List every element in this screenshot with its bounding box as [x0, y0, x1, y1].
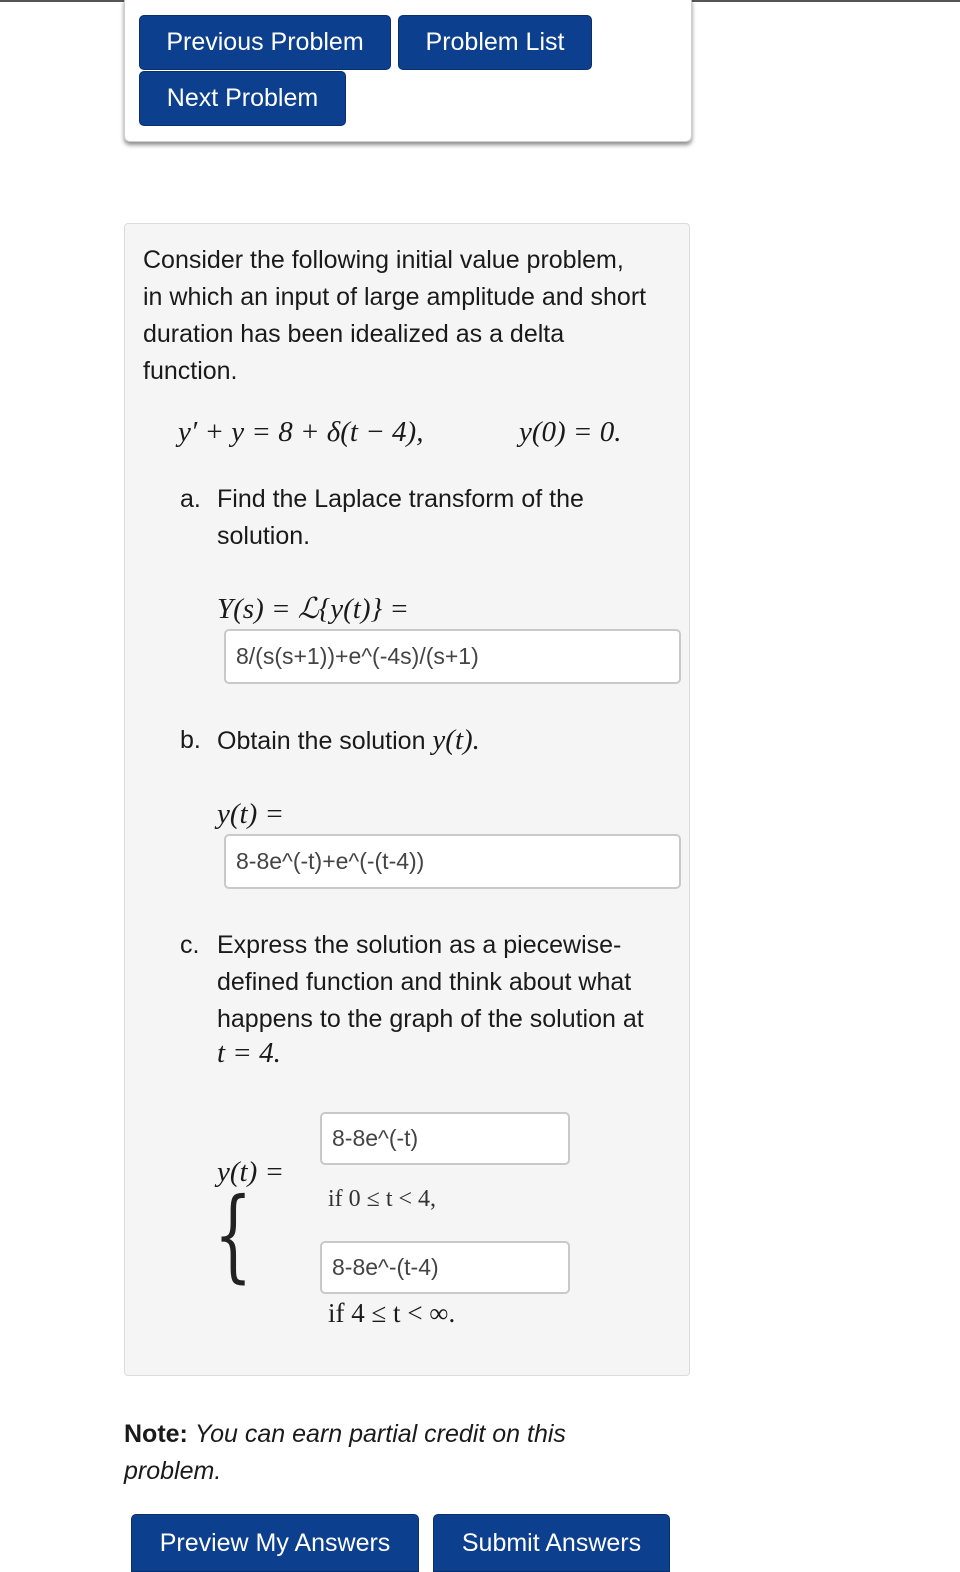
part-b-math: y(t). — [432, 724, 480, 756]
intro-line-3: duration has been idealized as a delta — [143, 320, 565, 348]
part-a-line-2: solution. — [217, 522, 311, 550]
part-b-text: Obtain the solution y(t). — [217, 724, 480, 756]
part-c-line-4: t = 4. — [217, 1037, 281, 1069]
piece-1-condition — [328, 1186, 436, 1196]
piece-2-condition: if 4 ≤ t < ∞. — [328, 1298, 456, 1328]
next-problem-button[interactable]: Next Problem — [139, 71, 346, 126]
part-c-line-2: defined function and think about what — [217, 968, 632, 996]
problem-list-button[interactable]: Problem List — [398, 15, 592, 70]
preview-answers-button[interactable]: Preview My Answers — [131, 1514, 419, 1572]
piece-1-answer-input[interactable] — [320, 1112, 570, 1165]
part-b-marker: b. — [180, 726, 201, 754]
intro-line-2: in which an input of large amplitude and short — [143, 283, 647, 311]
part-a-marker: a. — [180, 485, 201, 513]
part-a-line-1: Find the Laplace transform of the — [217, 485, 584, 513]
note-line-1: You can earn partial credit on this — [194, 1420, 566, 1448]
note-label: Note: — [124, 1420, 188, 1448]
initial-condition: y(0) = 0. — [519, 416, 622, 448]
piecewise-lhs: y(t) = — [217, 1156, 285, 1188]
part-c-marker: c. — [180, 931, 200, 959]
submit-answers-button[interactable]: Submit Answers — [433, 1514, 670, 1572]
previous-problem-button[interactable]: Previous Problem — [139, 15, 391, 70]
part-c-line-1: Express the solution as a piecewise- — [217, 931, 622, 959]
solution-answer-input[interactable] — [224, 834, 681, 889]
part-c-line-3: happens to the graph of the solution at — [217, 1005, 644, 1033]
partial-credit-note — [124, 1416, 644, 1490]
laplace-answer-input[interactable] — [224, 629, 681, 684]
solution-lhs: y(t) = — [217, 798, 285, 830]
differential-equation: y′ + y = 8 + δ(t − 4), — [178, 416, 424, 448]
piecewise-brace: { — [214, 1176, 253, 1293]
intro-line-4: function. — [143, 357, 238, 385]
note-line-2: problem. — [124, 1457, 222, 1485]
laplace-lhs: Y(s) = ℒ{y(t)} = — [217, 593, 409, 625]
intro-line-1: Consider the following initial value problem, — [143, 246, 624, 274]
piece-2-answer-input[interactable] — [320, 1241, 570, 1294]
